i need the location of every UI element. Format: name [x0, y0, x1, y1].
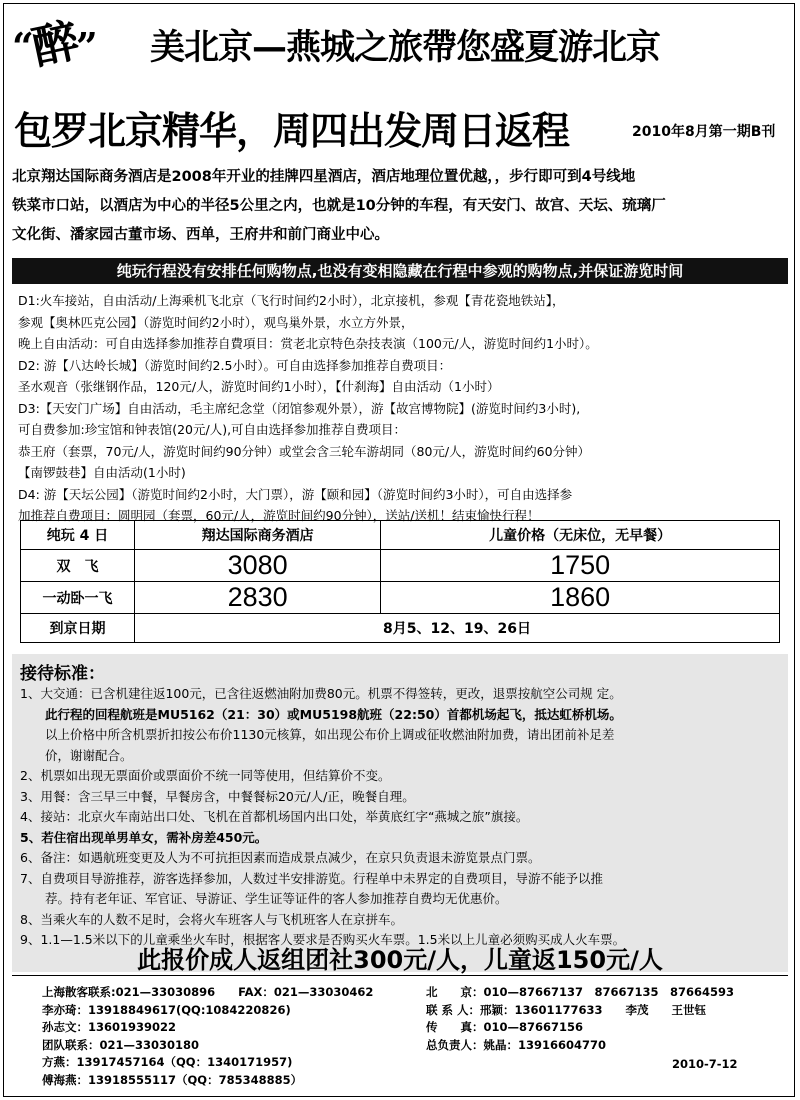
standard-line: 6、备注：如遇航班变更及人为不可抗拒因素而造成景点减少，在京只负责退未游览景点门票。: [20, 850, 541, 865]
standard-line: 以上价格中所含机票折扣按公布价1130元核算，如出现公布价上调或征收燃油附加费，请出团前补足差: [20, 727, 615, 742]
adult-price: 2830: [135, 582, 381, 614]
standard-line: 4、接站：北京火车南站出口处、飞机在首都机场国内出口处，举黄底红字“燕城之旅”旗接。: [20, 809, 529, 824]
child-price: 1860: [381, 582, 780, 614]
beijing-contacts: [426, 984, 734, 1054]
hotel-intro: [12, 163, 788, 250]
contact-line: 傅海燕：13918555117（QQ：785348885）: [42, 1072, 303, 1087]
intro-line: 铁菜市口站，以酒店为中心的半径5公里之内，也就是10分钟的车程，有天安门、故宫、天坛、琉璃厂: [12, 198, 666, 214]
shanghai-contacts: [42, 984, 373, 1089]
price-header-row: [21, 521, 780, 550]
contact-line: 总负责人：姚晶：13916604770: [426, 1037, 607, 1052]
itinerary-line: 晚上自由活动：可自由选择参加推荐自費項目：赏老北京特色杂技表演（100元/人，游览时间约1小时）。: [18, 336, 598, 351]
itinerary-line: 可自费参加:珍宝馆和钟表馆(20元/人),可自由选择参加推荐自费项目：: [18, 422, 407, 437]
standard-line: 8、当乘火车的人数不足时，会将火车班客人与飞机班客人在京拼车。: [20, 911, 403, 927]
dates-value: 8月5、12、19、26日: [135, 614, 780, 643]
adult-price: 3080: [135, 550, 381, 582]
contact-line: 传 真：010—87667156: [426, 1020, 584, 1034]
contact-line: 方燕：13917457164（QQ：1340171957): [42, 1055, 293, 1069]
itinerary-line: D2: 游【八达岭长城】（游览时间约2.5小时）。可自由选择参加推荐自费项目：: [18, 357, 452, 373]
standard-line: 3、用餐：含三早三中餐，早餐房含，中餐餐标20元/人/正，晚餐自理。: [20, 788, 415, 804]
contact-line: 北 京：010—87667137 87667135 87664593: [426, 985, 735, 999]
standard-line: 7、自费项目导游推荐，游客选择参加，人数过半安排游览。行程单中未界定的自费项目，导游不能予以推: [20, 870, 603, 886]
row-label: 一动卧一飞: [21, 582, 135, 614]
quote-close: ”: [75, 24, 96, 69]
itinerary: [18, 290, 788, 527]
itinerary-line: 参观【奥林匹克公园】（游览时间约2小时），观鸟巢外景，水立方外景，: [18, 314, 414, 330]
contact-line: 上海散客联系:021—33030896 FAX：021—33030462: [42, 985, 374, 999]
standards-body: [20, 684, 782, 951]
header-child: 儿童价格（无床位，无早餐）: [381, 521, 780, 550]
issue-label: 2010年8月第一期B刊: [632, 124, 776, 140]
itinerary-line: D4: 游【天坛公园】（游览时间约2小时，大门票），游【颐和园】（游览时间约3小时），可自由选择参: [18, 486, 573, 502]
quote-open: “: [12, 24, 32, 69]
standard-line: 2、机票如出现无票面价或票面价不统一同等使用，但结算价不变。: [20, 768, 391, 783]
reception-standards: [12, 654, 788, 972]
standard-line: 价，谢谢配合。: [20, 747, 133, 763]
no-shopping-banner: 纯玩行程没有安排任何购物点,也没有变相隐藏在行程中参观的购物点,并保证游览时间: [12, 258, 788, 284]
row-label: 双 飞: [21, 550, 135, 582]
intro-line: 文化街、潘家园古董市场、西单，王府井和前门商业中心。: [12, 227, 389, 243]
itinerary-line: D1:火车接站，自由活动/上海乘机飞北京（飞行时间约2小时），北京接机，参观【青花瓷地铁站】，: [18, 293, 565, 308]
header-hotel: 翔达国际商务酒店: [135, 521, 381, 550]
contact-line: 李亦琦：13918849617(QQ:1084220826): [42, 1002, 291, 1017]
contact-line: 团队联系：021—33030180: [42, 1037, 200, 1052]
contact-line: 联 系 人：邢颖：13601177633 李茂 王世钰: [426, 1002, 707, 1017]
itinerary-line: 【南锣鼓巷】自由活动(1小时): [18, 465, 186, 480]
price-row: [21, 550, 780, 582]
standards-heading: 接待标准：: [20, 664, 105, 684]
dates-row: [21, 614, 780, 643]
headline: [12, 8, 792, 75]
itinerary-line: 加推荐自费项目：圆明园（套票，60元/人，游览时间约90分钟），送站/送机！结束愉快行程！: [18, 508, 540, 523]
header-package: 纯玩 4 日: [21, 521, 135, 550]
itinerary-line: 圣水观音（张继钢作品，120元/人，游览时间约1小时），【什刹海】自由活动（1小时）: [18, 379, 500, 394]
child-price: 1750: [381, 550, 780, 582]
contact-line: 孙志文：13601939022: [42, 1020, 177, 1034]
itinerary-line: D3:【天安门广场】自由活动，毛主席纪念堂（闭馆参观外景），游【故宫博物院】(游览时间约3小时),: [18, 400, 581, 416]
rebate-note: 此报价成人返组团社300元/人，儿童返150元/人: [137, 946, 663, 974]
price-table: [20, 520, 780, 643]
headline-zui: [12, 8, 96, 74]
subtitle: 包罗北京精华，周四出发周日返程: [14, 109, 570, 153]
headline-rest: 美北京—燕城之旅帶您盛夏游北京: [150, 28, 661, 68]
standard-line: 9、1.1—1.5米以下的儿童乘坐火车时，根据客人要求是否购买火车票。1.5米以上儿童必须购买成人火车票。: [20, 932, 626, 947]
dates-label: 到京日期: [21, 614, 135, 643]
intro-line: 北京翔达国际商务酒店是2008年开业的挂牌四星酒店，酒店地理位置优越，，步行即可到4号线地: [12, 169, 636, 185]
price-row: [21, 582, 780, 614]
standard-line: 此行程的回程航班是MU5162（21：30）或MU5198航班（22:50）首都机场起飞，抵达虹桥机场。: [20, 706, 622, 722]
standard-line: 荐。持有老年证、军官证、导游证、学生证等证件的客人参加推荐自费均无优惠价。: [20, 891, 508, 906]
standard-line: 1、大交通：已含机建往返100元，已含往返燃油附加费80元。机票不得签转，更改，退票按航空公司规 定。: [20, 686, 622, 701]
itinerary-line: 恭王府（套票，70元/人，游览时间约90分钟）或堂会含三轮车游胡同（80元/人，游览时间约60分钟）: [18, 443, 591, 459]
publish-date: 2010-7-12: [672, 1057, 738, 1071]
zui-char: 醉: [27, 12, 82, 75]
divider: [12, 975, 788, 976]
standard-line: 5、若住宿出现单男单女，需补房差450元。: [20, 829, 268, 845]
